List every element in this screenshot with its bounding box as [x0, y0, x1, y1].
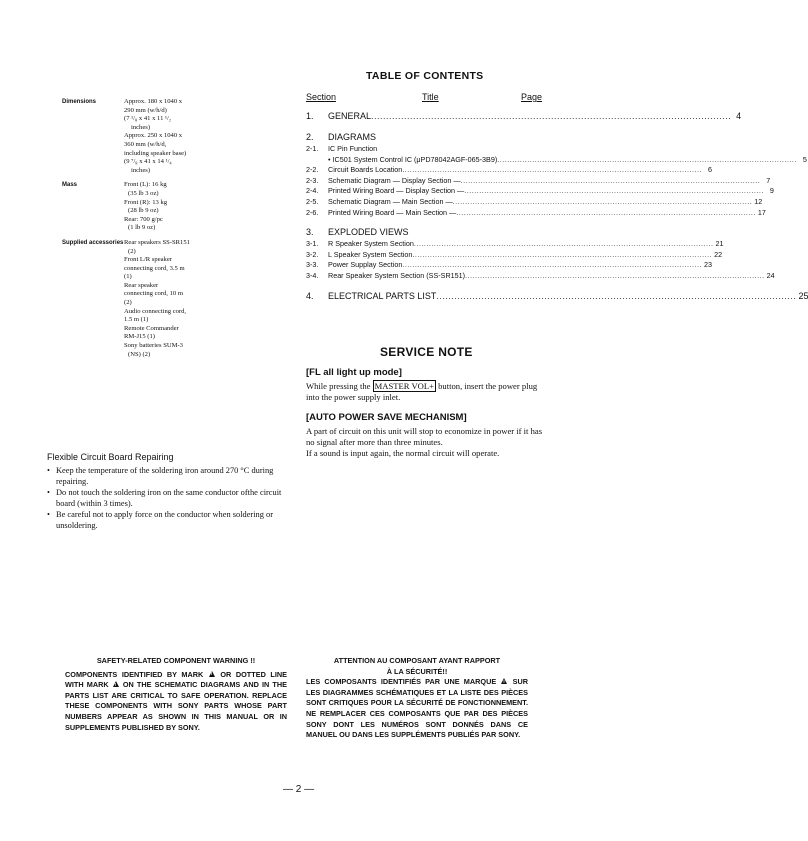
- toc-number: 3-3.: [306, 260, 319, 270]
- toc-page-number: 4: [736, 111, 742, 121]
- toc-page-number: 9: [769, 186, 774, 196]
- toc-row: [306, 186, 774, 197]
- spec-label: Supplied accessories: [62, 239, 124, 246]
- spec-value-line: Approx. 250 x 1040 x: [124, 132, 183, 140]
- toc-number: 3-2.: [306, 249, 319, 259]
- toc-page-number: 17: [757, 207, 766, 217]
- toc-leader-dots: ........................................................................................................................: [465, 270, 765, 280]
- spec-value-line: (28 lb 9 oz): [128, 207, 159, 215]
- warning-triangle-icon: [501, 678, 507, 684]
- spec-value-line: (9 ⁷/₈ x 41 x 14 ¹/₄: [124, 158, 172, 166]
- flexible-repair-list: [47, 465, 297, 531]
- spec-label: Mass: [62, 182, 78, 189]
- toc-number: 2-2.: [306, 165, 319, 175]
- toc-number: 3-4.: [306, 270, 319, 280]
- toc-title: TABLE OF CONTENTS: [366, 70, 484, 82]
- spec-value-line: (2): [124, 299, 132, 307]
- list-item: • Be careful not to apply force on the conductor when soldering or unsoldering.: [47, 510, 273, 530]
- toc-row: [306, 207, 766, 219]
- toc-entry-title: • IC501 System Control IC (μPD78042AGF-065-3B9): [328, 154, 498, 164]
- spec-value-line: RM-J15 (1): [124, 333, 155, 341]
- toc-page-number: 7: [766, 175, 771, 185]
- toc-entry-title: DIAGRAMS: [328, 132, 377, 142]
- safety-warning-fr: [306, 656, 528, 741]
- toc-entry-title: ELECTRICAL PARTS LIST: [328, 290, 437, 301]
- warning-fr-body: LES COMPOSANTS IDENTIFIÉS PAR UNE MARQUE ! SUR LES DIAGRAMMES SCHÉMATIQUES ET LA LISTE DES PIÈCES SONT CRITIQUES POUR LA SÉCURITÉ DE FONCTIONNEMENT. NE REMPLACER CES COMPOSANTS QUE PAR DES PIÈCES SONY DONT LES NUMÉROS SONT DONNÉS DANS CE MANUEL OU DANS LES SUPPLÉMENTS PUBLIÉS PAR SONY.: [306, 677, 528, 741]
- toc-number: [306, 155, 328, 166]
- spec-value-line: 1.5 m (1): [124, 316, 149, 324]
- toc-page-number: 12: [754, 196, 763, 206]
- toc-row: [306, 196, 763, 208]
- toc-header-title: Title: [422, 92, 439, 102]
- master-vol-button-label: MASTER VOL+: [374, 381, 434, 391]
- toc-row: [306, 226, 542, 239]
- toc-header-section: Section: [306, 92, 337, 102]
- spec-value-line: Sony batteries SUM-3: [124, 342, 183, 350]
- fl-heading: [FL all light up mode]: [306, 367, 402, 378]
- toc-leader-dots: ........................................................................................................................: [412, 249, 713, 259]
- spec-value-line: Rear speaker: [124, 281, 159, 289]
- toc-page-number: 24: [766, 270, 775, 280]
- toc-number: 1.: [306, 111, 314, 121]
- toc-page-number: 23: [703, 260, 712, 270]
- spec-value-line: (NS) (2): [128, 350, 151, 358]
- toc-number: 2.: [306, 132, 314, 142]
- specifications-block: [62, 98, 292, 363]
- toc-row: [306, 175, 771, 187]
- toc-row: [306, 249, 723, 261]
- spec-value-line: (35 lb 3 oz): [128, 189, 159, 197]
- toc-number: 2-5.: [306, 196, 319, 206]
- toc-entry-title: Schematic Diagram — Display Section —: [328, 175, 461, 185]
- spec-value-line: Front (L): 16 kg: [124, 181, 167, 189]
- toc-row: [306, 110, 742, 123]
- fl-text-pre: While pressing the: [306, 381, 371, 391]
- toc-entry-title: IC Pin Function: [328, 144, 378, 153]
- spec-row: [62, 239, 292, 359]
- auto-power-paragraph-2: If a sound is input again, the normal circuit will operate.: [306, 448, 500, 458]
- spec-row: [62, 98, 292, 175]
- flexible-repair-title: Flexible Circuit Board Repairing: [47, 452, 174, 462]
- fl-section: [306, 367, 544, 459]
- toc-entry-title: EXPLODED VIEWS: [328, 227, 409, 238]
- toc-leader-dots: ........................................................................................................................: [464, 186, 764, 196]
- fl-paragraph: [306, 381, 544, 403]
- warning-triangle-icon: [209, 671, 215, 677]
- toc-entry-title: GENERAL: [328, 111, 372, 121]
- toc-entry-title: R Speaker System Section: [328, 239, 414, 249]
- spec-value: [124, 98, 292, 175]
- spec-value-line: inches): [131, 166, 151, 174]
- toc-entry-title: Power Supplay Section: [328, 260, 403, 270]
- spec-value-line: Rear: 700 g/pc: [124, 215, 163, 223]
- toc-row: [306, 270, 775, 282]
- toc-number: 2-4.: [306, 186, 319, 196]
- spec-value-line: (7 ¹/₈ x 41 x 11 ¹/₂: [124, 115, 172, 123]
- toc-number: 2-6.: [306, 207, 319, 217]
- spec-value-line: including speaker base): [124, 149, 187, 157]
- toc-leader-dots: ........................................................................................................................: [371, 111, 732, 121]
- toc-number: 4.: [306, 290, 314, 301]
- toc-leader-dots: ........................................................................................................................: [460, 175, 761, 185]
- warning-en-body: COMPONENTS IDENTIFIED BY MARK ! OR DOTTED LINE WITH MARK ! ON THE SCHEMATIC DIAGRAMS AND IN THE PARTS LIST ARE CRITICAL TO SAFE OPERATION. REPLACE THESE COMPONENTS WITH SONY PARTS WHOSE PART NUMBERS APPEAR AS SHOWN IN THIS MANUAL OR IN SUPPLEMENTS PUBLISHED BY SONY.: [65, 670, 287, 734]
- toc-entry-title: Rear Speaker System Section (SS-SR151): [328, 270, 466, 280]
- spec-value-line: 360 mm (w/h/d,: [124, 140, 167, 148]
- spec-row: [62, 181, 292, 233]
- toc-page-number: 21: [715, 239, 724, 249]
- toc-row: [306, 239, 724, 250]
- spec-value-line: Front L/R speaker: [124, 256, 172, 264]
- toc-leader-dots: ........................................................................................................................: [497, 154, 797, 164]
- spec-value-line: Remote Commander: [124, 324, 179, 332]
- toc-leader-dots: ........................................................................................................................: [436, 290, 797, 301]
- toc-number: 2-3.: [306, 175, 319, 185]
- spec-value-line: (2): [128, 247, 136, 255]
- spec-value-line: inches): [131, 123, 151, 131]
- spec-value-line: Front (R): 13 kg: [124, 198, 168, 206]
- toc-row: [306, 290, 808, 303]
- toc-number: 2-1.: [306, 144, 319, 153]
- spec-value: [124, 239, 292, 359]
- warning-fr-title-2: À LA SÉCURITÉ!!: [386, 666, 448, 676]
- auto-power-heading: [AUTO POWER SAVE MECHANISM]: [306, 412, 467, 423]
- safety-warning-en: [65, 656, 287, 733]
- toc-gap: [306, 218, 542, 226]
- toc-header-page: Page: [520, 92, 542, 102]
- spec-value-line: Rear speakers SS-SR151: [124, 238, 190, 246]
- spec-value-line: 290 mm (w/h/d): [124, 106, 167, 114]
- toc-leader-dots: ........................................................................................................................: [402, 165, 702, 175]
- toc-entry-title: Schematic Diagram — Main Section —: [328, 196, 453, 206]
- toc-gap: [306, 282, 542, 290]
- toc-row: [306, 260, 712, 271]
- toc-entry-title: Printed Wiring Board — Display Section —: [328, 186, 465, 196]
- toc-leader-dots: ........................................................................................................................: [452, 196, 753, 206]
- spec-value: [124, 181, 292, 233]
- list-item: • Keep the temperature of the soldering iron around 270 °C during repairing.: [47, 466, 274, 486]
- spec-value-line: Audio connecting cord,: [124, 307, 187, 315]
- spec-label: Dimensions: [62, 99, 97, 105]
- toc-leader-dots: ........................................................................................................................: [413, 239, 714, 249]
- toc-leader-dots: ........................................................................................................................: [402, 260, 702, 270]
- spec-value-line: (1): [124, 273, 132, 281]
- toc-page-number: 6: [707, 165, 712, 175]
- toc-entry-title: Circuit Boards Location: [328, 165, 403, 175]
- warning-triangle-icon: [113, 681, 119, 687]
- toc-leader-dots: ........................................................................................................................: [456, 207, 756, 217]
- spec-value-line: Approx. 180 x 1040 x: [124, 98, 183, 105]
- toc-row: [306, 154, 807, 166]
- spec-value-line: connecting cord, 10 m: [124, 290, 183, 298]
- auto-power-paragraph-1: A part of circuit on this unit will stop to economize in power if it has no signal after more than three minutes.: [306, 426, 543, 447]
- list-item: • Do not touch the soldering iron on the same conductor ofthe circuit board (within 3 times).: [47, 488, 282, 508]
- toc-number: 3-1.: [306, 239, 319, 249]
- fl-text-post: button, insert the power plug into the power supply inlet.: [306, 381, 538, 402]
- service-note-title: SERVICE NOTE: [380, 345, 473, 359]
- toc-list: [306, 110, 808, 303]
- spec-value-line: (1 lb 9 oz): [128, 224, 156, 232]
- toc-page-number: 25: [798, 290, 808, 301]
- toc-gap: [306, 123, 542, 131]
- spec-value-line: connecting cord, 3.5 m: [124, 264, 185, 272]
- toc-number: 3.: [306, 227, 314, 238]
- toc-row: [306, 144, 542, 155]
- toc-entry-title: Printed Wiring Board — Main Section —: [328, 207, 457, 217]
- page-number: — 2 —: [283, 784, 315, 795]
- toc-page-number: 22: [714, 249, 723, 259]
- warning-en-title: SAFETY-RELATED COMPONENT WARNING !!: [96, 656, 256, 665]
- warning-fr-title-1: ATTENTION AU COMPOSANT AYANT RAPPORT: [333, 656, 501, 665]
- toc-row: [306, 165, 712, 176]
- toc-row: [306, 131, 542, 144]
- toc-page-number: 5: [802, 154, 807, 164]
- toc-entry-title: L Speaker System Section: [328, 249, 413, 259]
